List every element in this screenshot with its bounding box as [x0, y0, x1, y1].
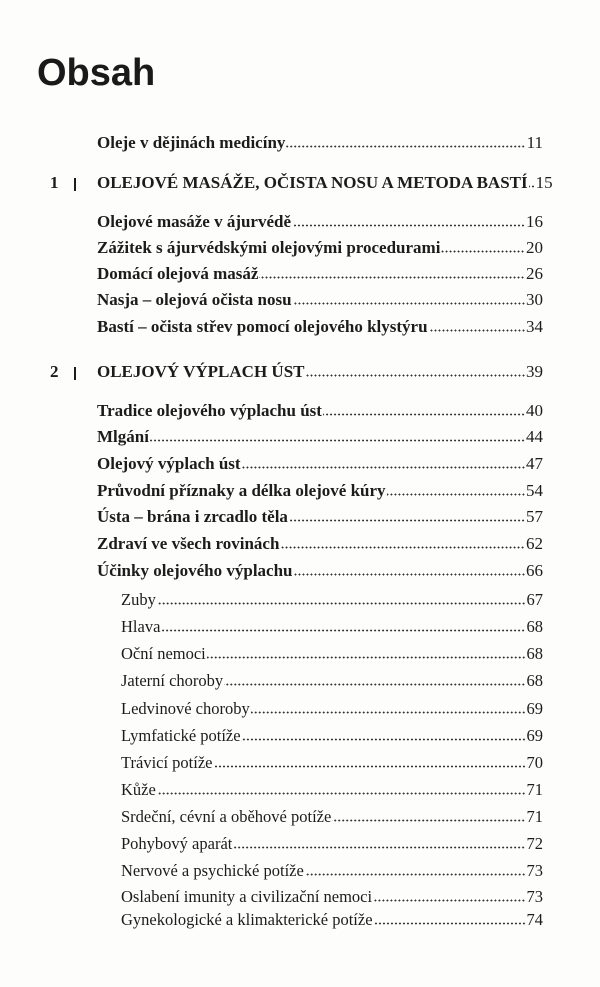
toc-entry	[97, 506, 543, 528]
entry-title: Jaterní choroby	[121, 671, 224, 690]
entry-title: Nasja – olejová očista nosu	[97, 290, 292, 309]
page-number: 39	[526, 362, 543, 381]
entry-title: Kůže	[121, 780, 156, 799]
toc-chapter	[97, 172, 553, 194]
page-number: 30	[526, 290, 543, 309]
dot-leader	[293, 302, 525, 305]
entry-title: Účinky olejového výplachu	[97, 561, 293, 580]
toc-entry	[97, 426, 543, 448]
toc-entry	[97, 289, 543, 311]
page-number: 71	[526, 780, 543, 799]
toc-entry	[97, 400, 543, 422]
page-number: 74	[526, 910, 543, 929]
dot-leader	[161, 629, 525, 632]
page-number: 57	[526, 507, 543, 526]
dot-leader	[207, 656, 526, 659]
toc-entry	[97, 316, 543, 338]
page-number: 26	[526, 264, 543, 283]
entry-title: Oční nemoci	[121, 644, 206, 663]
entry-title: Oslabení imunity a civilizační nemoci	[121, 887, 373, 906]
toc-entry	[97, 263, 543, 285]
dot-leader	[441, 250, 525, 253]
dot-leader	[306, 374, 526, 377]
dot-leader	[374, 922, 526, 925]
dot-leader	[259, 276, 525, 279]
entry-title: Tradice olejového výplachu úst	[97, 401, 322, 420]
dot-leader	[292, 224, 525, 227]
dot-leader	[242, 466, 525, 469]
toc-subentry	[121, 779, 543, 801]
entry-title: OLEJOVÝ VÝPLACH ÚST	[97, 362, 305, 381]
entry-title: Nervové a psychické potíže	[121, 861, 304, 880]
toc-subentry	[121, 909, 543, 931]
page-number: 11	[526, 133, 543, 152]
toc-subentry	[121, 806, 543, 828]
toc-subentry	[121, 860, 543, 882]
page-number: 68	[526, 671, 543, 690]
dot-leader	[242, 738, 526, 741]
entry-title: Zuby	[121, 590, 156, 609]
toc-subentry	[121, 886, 543, 908]
entry-title: Olejový výplach úst	[97, 454, 241, 473]
dot-leader	[373, 899, 525, 902]
entry-title: Domácí olejová masáž	[97, 264, 259, 283]
dot-leader	[157, 792, 526, 795]
chapter-number: 1	[50, 173, 59, 192]
page-number: 69	[526, 699, 543, 718]
dot-leader	[429, 329, 525, 332]
entry-title: Lymfatické potíže	[121, 726, 241, 745]
page-number: 20	[526, 238, 543, 257]
dot-leader	[305, 873, 526, 876]
chapter-separator	[74, 367, 76, 380]
dot-leader	[214, 765, 526, 768]
toc-entry	[97, 560, 543, 582]
toc-chapter	[97, 361, 543, 383]
toc-subentry	[121, 698, 543, 720]
chapter-number: 2	[50, 362, 59, 381]
toc-entry	[97, 237, 543, 259]
toc-subentry	[121, 725, 543, 747]
toc-entry	[97, 533, 543, 555]
dot-leader	[289, 519, 525, 522]
dot-leader	[529, 185, 535, 188]
page-number: 16	[526, 212, 543, 231]
toc-subentry	[121, 589, 543, 611]
dot-leader	[294, 573, 525, 576]
toc-entry	[97, 453, 543, 475]
entry-title: Pohybový aparát	[121, 834, 233, 853]
page-number: 62	[526, 534, 543, 553]
page-number: 71	[526, 807, 543, 826]
toc-subentry	[121, 752, 543, 774]
page-number: 47	[526, 454, 543, 473]
page-number: 40	[526, 401, 543, 420]
page-number: 72	[526, 834, 543, 853]
page-number: 66	[526, 561, 543, 580]
entry-title: Oleje v dějinách medicíny	[97, 133, 286, 152]
dot-leader	[323, 413, 525, 416]
page-number: 69	[526, 726, 543, 745]
dot-leader	[233, 846, 525, 849]
entry-title: Srdeční, cévní a oběhové potíže	[121, 807, 332, 826]
toc-entry	[97, 480, 543, 502]
toc-subentry	[121, 643, 543, 665]
entry-title: Hlava	[121, 617, 161, 636]
entry-title: Ústa – brána i zrcadlo těla	[97, 507, 288, 526]
entry-title: Mlgání	[97, 427, 149, 446]
entry-title: Ledvinové choroby	[121, 699, 250, 718]
toc-subentry	[121, 833, 543, 855]
toc-subentry	[121, 616, 543, 638]
dot-leader	[286, 145, 525, 148]
entry-title: Trávicí potíže	[121, 753, 213, 772]
entry-title: Olejové masáže v ájurvédě	[97, 212, 292, 231]
dot-leader	[387, 493, 525, 496]
dot-leader	[157, 602, 526, 605]
page-number: 44	[526, 427, 543, 446]
toc-subentry	[121, 670, 543, 692]
page-title: Obsah	[37, 52, 156, 94]
dot-leader	[280, 546, 525, 549]
page-number: 67	[526, 590, 543, 609]
entry-title: OLEJOVÉ MASÁŽE, OČISTA NOSU A METODA BASTÍ	[97, 173, 528, 192]
page-number: 73	[526, 861, 543, 880]
page-number: 54	[526, 481, 543, 500]
toc-entry	[97, 211, 543, 233]
dot-leader	[332, 819, 525, 822]
dot-leader	[251, 711, 526, 714]
entry-title: Průvodní příznaky a délka olejové kúry	[97, 481, 386, 500]
entry-title: Bastí – očista střev pomocí olejového klystýru	[97, 317, 428, 336]
page-number: 15	[535, 173, 553, 192]
chapter-separator	[74, 178, 76, 191]
page-number: 68	[526, 617, 543, 636]
entry-title: Zážitek s ájurvédskými olejovými procedurami	[97, 238, 441, 257]
dot-leader	[150, 439, 525, 442]
page-number: 34	[526, 317, 543, 336]
toc-entry	[97, 132, 543, 154]
page-number: 70	[526, 753, 543, 772]
page-number: 73	[526, 887, 543, 906]
entry-title: Zdraví ve všech rovinách	[97, 534, 280, 553]
dot-leader	[224, 683, 525, 686]
entry-title: Gynekologické a klimakterické potíže	[121, 910, 373, 929]
page-number: 68	[526, 644, 543, 663]
